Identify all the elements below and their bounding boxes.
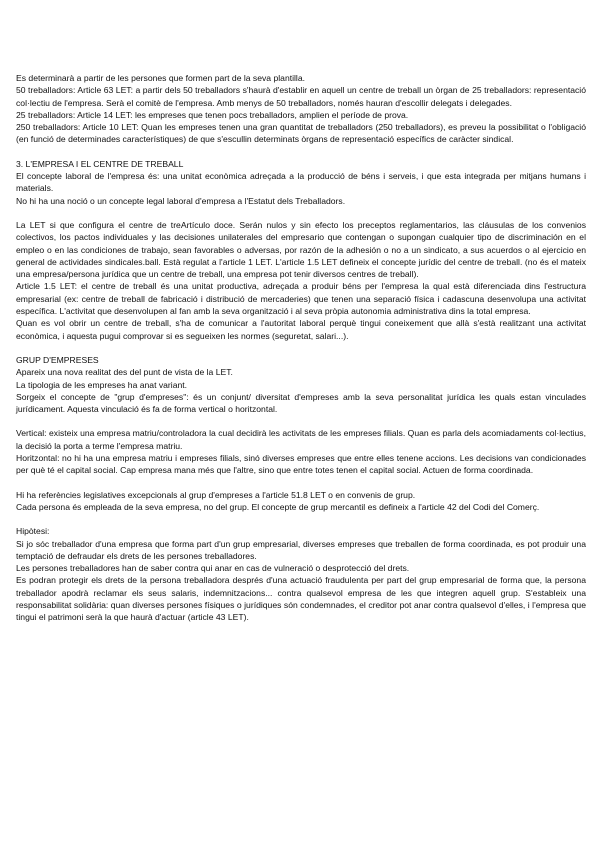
spacer xyxy=(16,477,586,489)
document-page xyxy=(16,72,586,624)
paragraph-horitzontal: Horitzontal: no hi ha una empresa matriu i empreses filials, sinó diverses empreses que entre elles tenene accions. Les decisions van condicionades per què té el capital social. Cap empresa mana més que l'altre, sino que entre totes tenen el capital social. Actuen de forma coordinada. xyxy=(16,453,586,476)
paragraph-hipotesi-2: Les persones treballadores han de saber contra qui anar en cas de vulneració o desprotecció del drets. xyxy=(16,563,410,574)
section-heading-empresa: 3. L'EMPRESA I EL CENTRE DE TREBALL xyxy=(16,158,184,169)
spacer xyxy=(16,207,586,219)
paragraph-obrir-centre: Quan es vol obrir un centre de treball, s'ha de comunicar a l'autoritat laboral perquè tingui coneixement que allà s'està realitzant una activitat econòmica, i aquesta pugui comprovar si es segueixen les normes (seguretat, salari...). xyxy=(16,318,586,341)
paragraph-referencies: Hi ha referències legislatives excepcionals al grup d'empreses a l'article 51.8 LET o en convenis de grup. xyxy=(16,489,416,500)
paragraph-nocio-legal: No hi ha una noció o un concepte legal laboral d'empresa a l'Estatut dels Treballadors. xyxy=(16,195,346,206)
section-heading-grup: GRUP D'EMPRESES xyxy=(16,354,99,365)
paragraph-tipologia: La tipologia de les empreses ha anat variant. xyxy=(16,379,188,390)
paragraph-article-1-5: Article 1.5 LET: el centre de treball és una unitat productiva, adreçada a produir béns per l'empresa la qual està diferenciada dins l'estructura empresarial (ex: centre de treball de fabricació i distribució de mercaderies) que tenen una separació física i cadascuna desenvolupa una activitat específica. L'activitat que desenvolupen al fan amb la seva organització i al seva pròpia autonomia administrativa dins la total empresa. xyxy=(16,281,586,317)
spacer xyxy=(16,513,586,525)
paragraph-hipotesi-1: Si jo sóc treballador d'una empresa que forma part d'un grup empresarial, diverses empreses que treballen de forma coordinada, es pot produir una temptació de defraudar els drets de les persones treballadores. xyxy=(16,538,586,561)
paragraph-250-treballadors: 250 treballadors: Article 10 LET: Quan les empreses tenen una gran quantitat de treballadors (250 treballadors), es preveu la possibilitat o l'obligació (en funció de determinades característiques) de que s'escullin determinats òrgans de representació específics de caràcter sindical. xyxy=(16,122,586,145)
spacer xyxy=(16,342,586,354)
paragraph-50-treballadors: 50 treballadors: Article 63 LET: a partir dels 50 treballadors s'haurà d'establir en aquell un centre de treball un òrgan de 25 treballadors: representació col·lectiu de l'empresa. Serà el comitè de l'empresa. Amb menys de 50 treballadors, només hauran d'escollir delegats i delegades. xyxy=(16,85,586,108)
paragraph-empleada: Cada persona és empleada de la seva empresa, no del grup. El concepte de grup mercantil es defineix a l'article 42 del Codi del Comerç. xyxy=(16,501,540,512)
spacer xyxy=(16,146,586,158)
paragraph-nova-realitat: Apareix una nova realitat des del punt de vista de la LET. xyxy=(16,367,233,378)
paragraph-grup-concepte: Sorgeix el concepte de "grup d'empreses": és un conjunt/ diversitat d'empreses amb la seva personalitat jurídica les quals estan vinculades jurídicament. Aquesta vinculació és fa de forma vertical o horitzontal. xyxy=(16,391,586,415)
paragraph-plantilla: Es determinarà a partir de les persones que formen part de la seva plantilla. xyxy=(16,73,306,83)
paragraph-vertical: Vertical: existeix una empresa matriu/controladora la cual decidirà les activitats de les empreses filials. Quan es parla dels acomiadaments col·lectius, la decisió la porta a terme l'empresa matriu. xyxy=(16,428,586,451)
section-heading-hipotesi: Hipòtesi: xyxy=(16,526,50,537)
paragraph-concepte-empresa: El concepte laboral de l'empresa és: una unitat econòmica adreçada a la producció de béns i serveis, i que esta integrada per mitjans humans i materials. xyxy=(16,171,586,194)
paragraph-let-centre: La LET si que configura el centre de treArtículo doce. Serán nulos y sin efecto los preceptos reglamentarios, las cláusulas de los convenios colectivos, los pactos individuales y las decisiones unilaterales del empresario que contengan o supongan cualquier tipo de discriminación en el empleo o en las condiciones de trabajo, sean favorables o adversas, por razón de la adhesión o no a un sindicato, a sus acuerdos o al ejercicio en general de actividades sindicales.ball. Està regulat a l'article 1 LET. L'article 1.5 LET defineix el concepte jurídic del centre de treball. (no és el mateix una empresa/persona jurídica que un centre de treball, una empresa pot tenir diversos centres de treball). xyxy=(16,219,586,280)
paragraph-25-treballadors: 25 treballadors: Article 14 LET: les empreses que tenen pocs treballadors, amplien el període de prova. xyxy=(16,109,409,120)
spacer xyxy=(16,415,586,427)
paragraph-hipotesi-3: Es podran protegir els drets de la persona treballadora després d'una actuació fraudulenta per part del grup empresarial de forma que, la persona treballador apodrà reclamar els seus salaris, indemnitzacions... contra qualsevol empresa de les que integren aquell grup. S'estableix una responsabilitat solidària: quan diverses persones físiques o jurídiques són condemnades, el creditor pot anar contra qualsevol d'elles, i l'empresa que tingui el patrimoni serà la que haurà d'actuar (article 43 LET). xyxy=(16,575,586,623)
